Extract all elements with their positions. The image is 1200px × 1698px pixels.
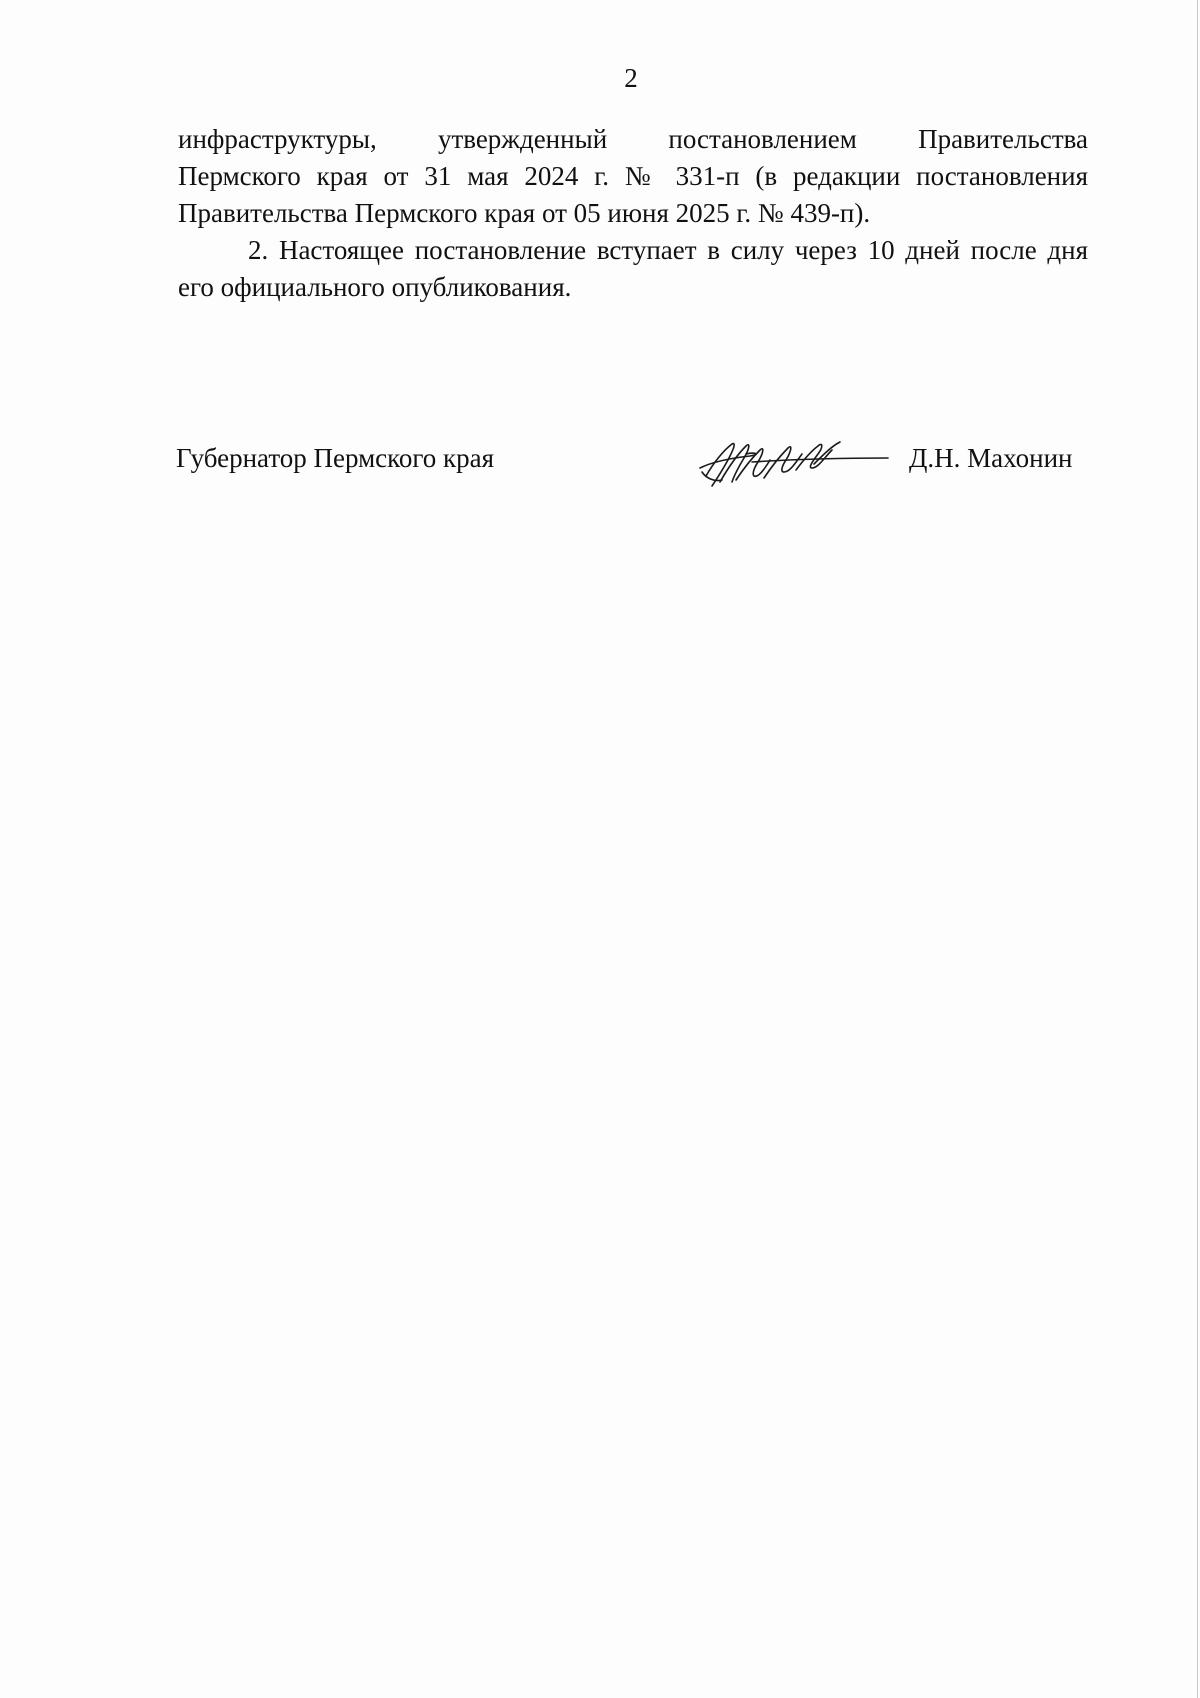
text-line: Пермского края от 31 мая 2024 г. № 331-п (в редакции постановления xyxy=(178,161,1088,191)
page-edge xyxy=(1197,0,1198,1698)
page-number: 2 xyxy=(624,63,638,93)
signer-name: Д.Н. Махонин xyxy=(909,443,1073,473)
text-line: 2. Настоящее постановление вступает в силу через 10 дней после дня xyxy=(248,235,1088,265)
signer-title: Губернатор Пермского края xyxy=(176,443,495,473)
paragraph-item-2 xyxy=(178,232,1088,306)
paragraph-continuation xyxy=(178,121,1088,232)
handwritten-signature xyxy=(692,432,892,492)
text-line: инфраструктуры, утвержденный постановлением Правительства xyxy=(178,124,1088,154)
text-line: Правительства Пермского края от 05 июня 2025 г. № 439-п). xyxy=(178,198,871,228)
document-body xyxy=(178,121,1088,306)
text-line: его официального опубликования. xyxy=(178,272,572,302)
signature-block xyxy=(176,436,1086,496)
